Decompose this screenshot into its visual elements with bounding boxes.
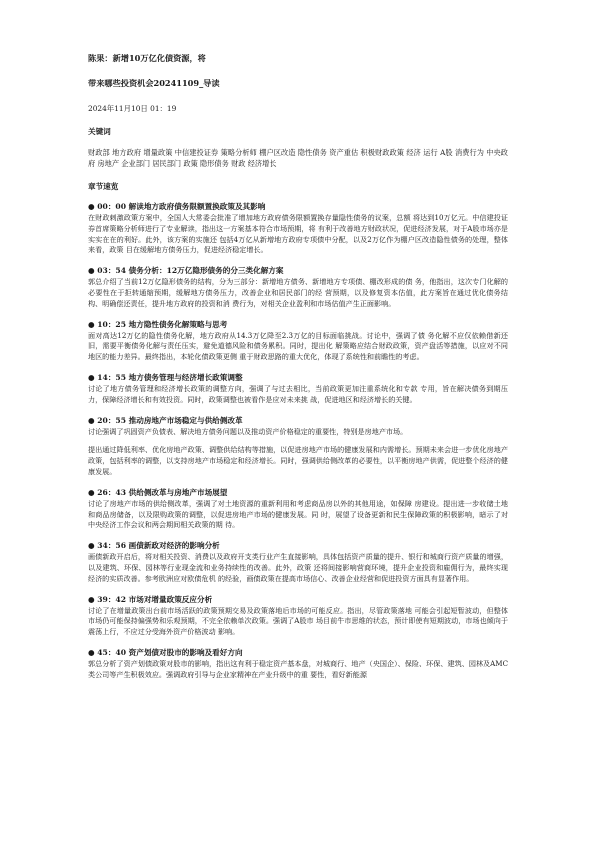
chapter-section	[88, 540, 508, 584]
chapter-title: ● 14：55 地方债务管理与经济增长政策调整	[88, 372, 243, 382]
chapter-section	[88, 594, 508, 638]
chapter-summary: 讨论了房地产市场的供给侧改革，强调了对土地资源的重新利用和考虑商品房以外的其他用途，如保障 房建设。提出进一步收储土地和商品房储备，以及限购政策的调整，以促进房地产市场的健康发展。同 时，展望了设备更新和民生保障政策的积极影响，暗示了对中央经济工作会议和两会期间相关政策的期 待。	[88, 498, 508, 530]
chapters-heading: 章节速览	[88, 182, 119, 191]
chapter-title: ● 26：43 供给侧改革与房地产市场展望	[88, 487, 228, 497]
chapter-summary: 郭总介绍了当前12万亿隐形债务的结构，分为三部分：新增地方债务、新增地方专项债、棚改形成的债 务，他指出，这次专门化解的必要性在于拒转通缩预期，缓解地方债务压力，改善企业和居民部门的经 营预期，以及修复资本估值，此方案旨在通过优化债务结构、明确偿还责任，提升地方政府的投资和消 费行为，对相关企业盈利和市场估值产生正面影响。	[88, 277, 508, 308]
chapter-title: ● 39：42 市场对增量政策反应分析	[88, 594, 213, 604]
chapter-title: ● 20：55 推动房地产市场稳定与供给侧改革	[88, 415, 243, 425]
document-title-line-2: 带来哪些投资机会20241109_导读	[88, 78, 220, 88]
keywords-heading: 关键词	[88, 127, 111, 136]
chapter-section	[88, 265, 508, 309]
chapter-summary: 讨论强调了巩固资产负债表、解决地方债务问题以及推动资产价格稳定的重要性，特别是房地产市场。	[88, 426, 408, 436]
chapter-summary: 画债新政开启后，将对相关投资、消费以及政府开支类行业产生直接影响，具体包括资产质量的提升、银行和城商行资产质量的增强，以及建筑、环保、园林等行业现金流和业务持续性的改善。此外，政策 还将间接影响营商环境，提升企业投资和雇佣行为，最终实现经济的实质改善。参考欧洲应对欧债危机 的经验，画债政策在提高市场信心、改善企业经营和促进投资方面具有显著作用。	[88, 552, 508, 583]
chapter-list	[88, 201, 508, 681]
chapter-section	[88, 319, 508, 363]
chapter-section	[88, 487, 508, 531]
chapter-title: ● 03：54 债务分析：12万亿隐形债务的分三类化解方案	[88, 266, 284, 276]
chapter-title: ● 45：40 资产划债对股市的影响及看好方向	[88, 647, 243, 657]
keywords-text: 财政部 地方政府 增量政策 中信建投证券 策略分析师 棚户区改造 隐性债务 资产重估 积极财政政策 经济 运行 A股 消费行为 中央政府 房地产 企业部门 居民部门 政策 隐形债务 财政 经济增长	[88, 148, 508, 168]
chapter-section	[88, 415, 508, 478]
chapter-summary: 讨论了地方债务管理和经济增长政策的调整方向，强调了与过去相比，当前政策更加注重系统化和专款 专用，旨在解决债务到期压力，保障经济增长和有效投资。同时，政策调整也被看作是应对未来挑 战，促进地区和经济增长的关键。	[88, 383, 508, 404]
publish-datetime: 2024年11月10日 01：19	[88, 104, 177, 113]
document-title-line-1: 陈果：新增10万亿化债资源，将	[88, 53, 206, 63]
chapter-summary: 郭总分析了资产划债政策对股市的影响，指出这有利于稳定资产基本盘，对城商行、地产（央国企）、保险、环保、建筑、园林及AMC类公司等产生积极效应。强调政府引导与企业家精神在产业升级中的重 要性，看好新能源	[88, 658, 508, 679]
chapter-title: ● 00：00 解读地方政府债务限额置换政策及其影响	[88, 202, 266, 211]
document-page	[88, 52, 508, 681]
chapter-section	[88, 372, 508, 406]
chapter-title: ● 34：56 画债新政对经济的影响分析	[88, 541, 220, 551]
chapter-summary: 提出通过降低利率、优化房地产政策、调整供给结构等措施，以促进房地产市场的健康发展和内需增长。预期未来会进一步优化房地产政策，包括利率的调整，以支持房地产市场稳定和经济增长。同时，强调供给侧改革的必要性，以平衡房地产供需，促进整个经济的健康发展。	[88, 445, 508, 476]
chapter-title: ● 10：25 地方隐性债务化解策略与思考	[88, 319, 228, 329]
chapter-section	[88, 647, 508, 681]
chapter-summary: 面对高达12万亿的隐性债务化解，地方政府从14.3万亿降至2.3万亿的目标面临挑战。讨论中，强调了债 务化解不应仅依赖借新还旧，需要平衡债务化解与责任压实，避免道德风险和债务累积。同时，提出化 解策略应结合财政政策，资产盘活等措施，以应对不同地区的能力差异。最终指出，本轮化债政策更侧 重于财政思路的重大优化，体现了系统性和前瞻性的考虑。	[88, 330, 508, 362]
chapter-summary: 在财政刺激政策方案中，全国人大常委会批准了增加地方政府债务限额置换存量隐性债务的议案，总额 将达到10万亿元。中信建投证券首席策略分析师进行了专业解读，指出这一方案基本符合市场预期，将 有利于改善地方财政状况，促进经济发展，对于A股市场亦是实实在在的利好。此外，该方案的实施还 包括4万亿从新增地方政府专项债中分配，以及2万亿作为棚户区改造隐性债务的处理，整体来看，政策 目在缓解地方债务压力，促进经济稳定增长。	[88, 213, 508, 255]
chapter-summary: 讨论了在增量政策出台前市场活跃的政策预期交易及政策落地后市场的可能反应。指出，尽管政策落地 可能会引起短暂波动，但整体市场仍可能保持偏强势和乐观预期，不完全依赖单次政策。强调了A股市 场目前牛市思维的状态，预计即使有短期波动，市场也倾向于震荡上行，不应过分受海外资产价格波动 影响。	[88, 605, 508, 637]
chapter-section	[88, 201, 508, 256]
